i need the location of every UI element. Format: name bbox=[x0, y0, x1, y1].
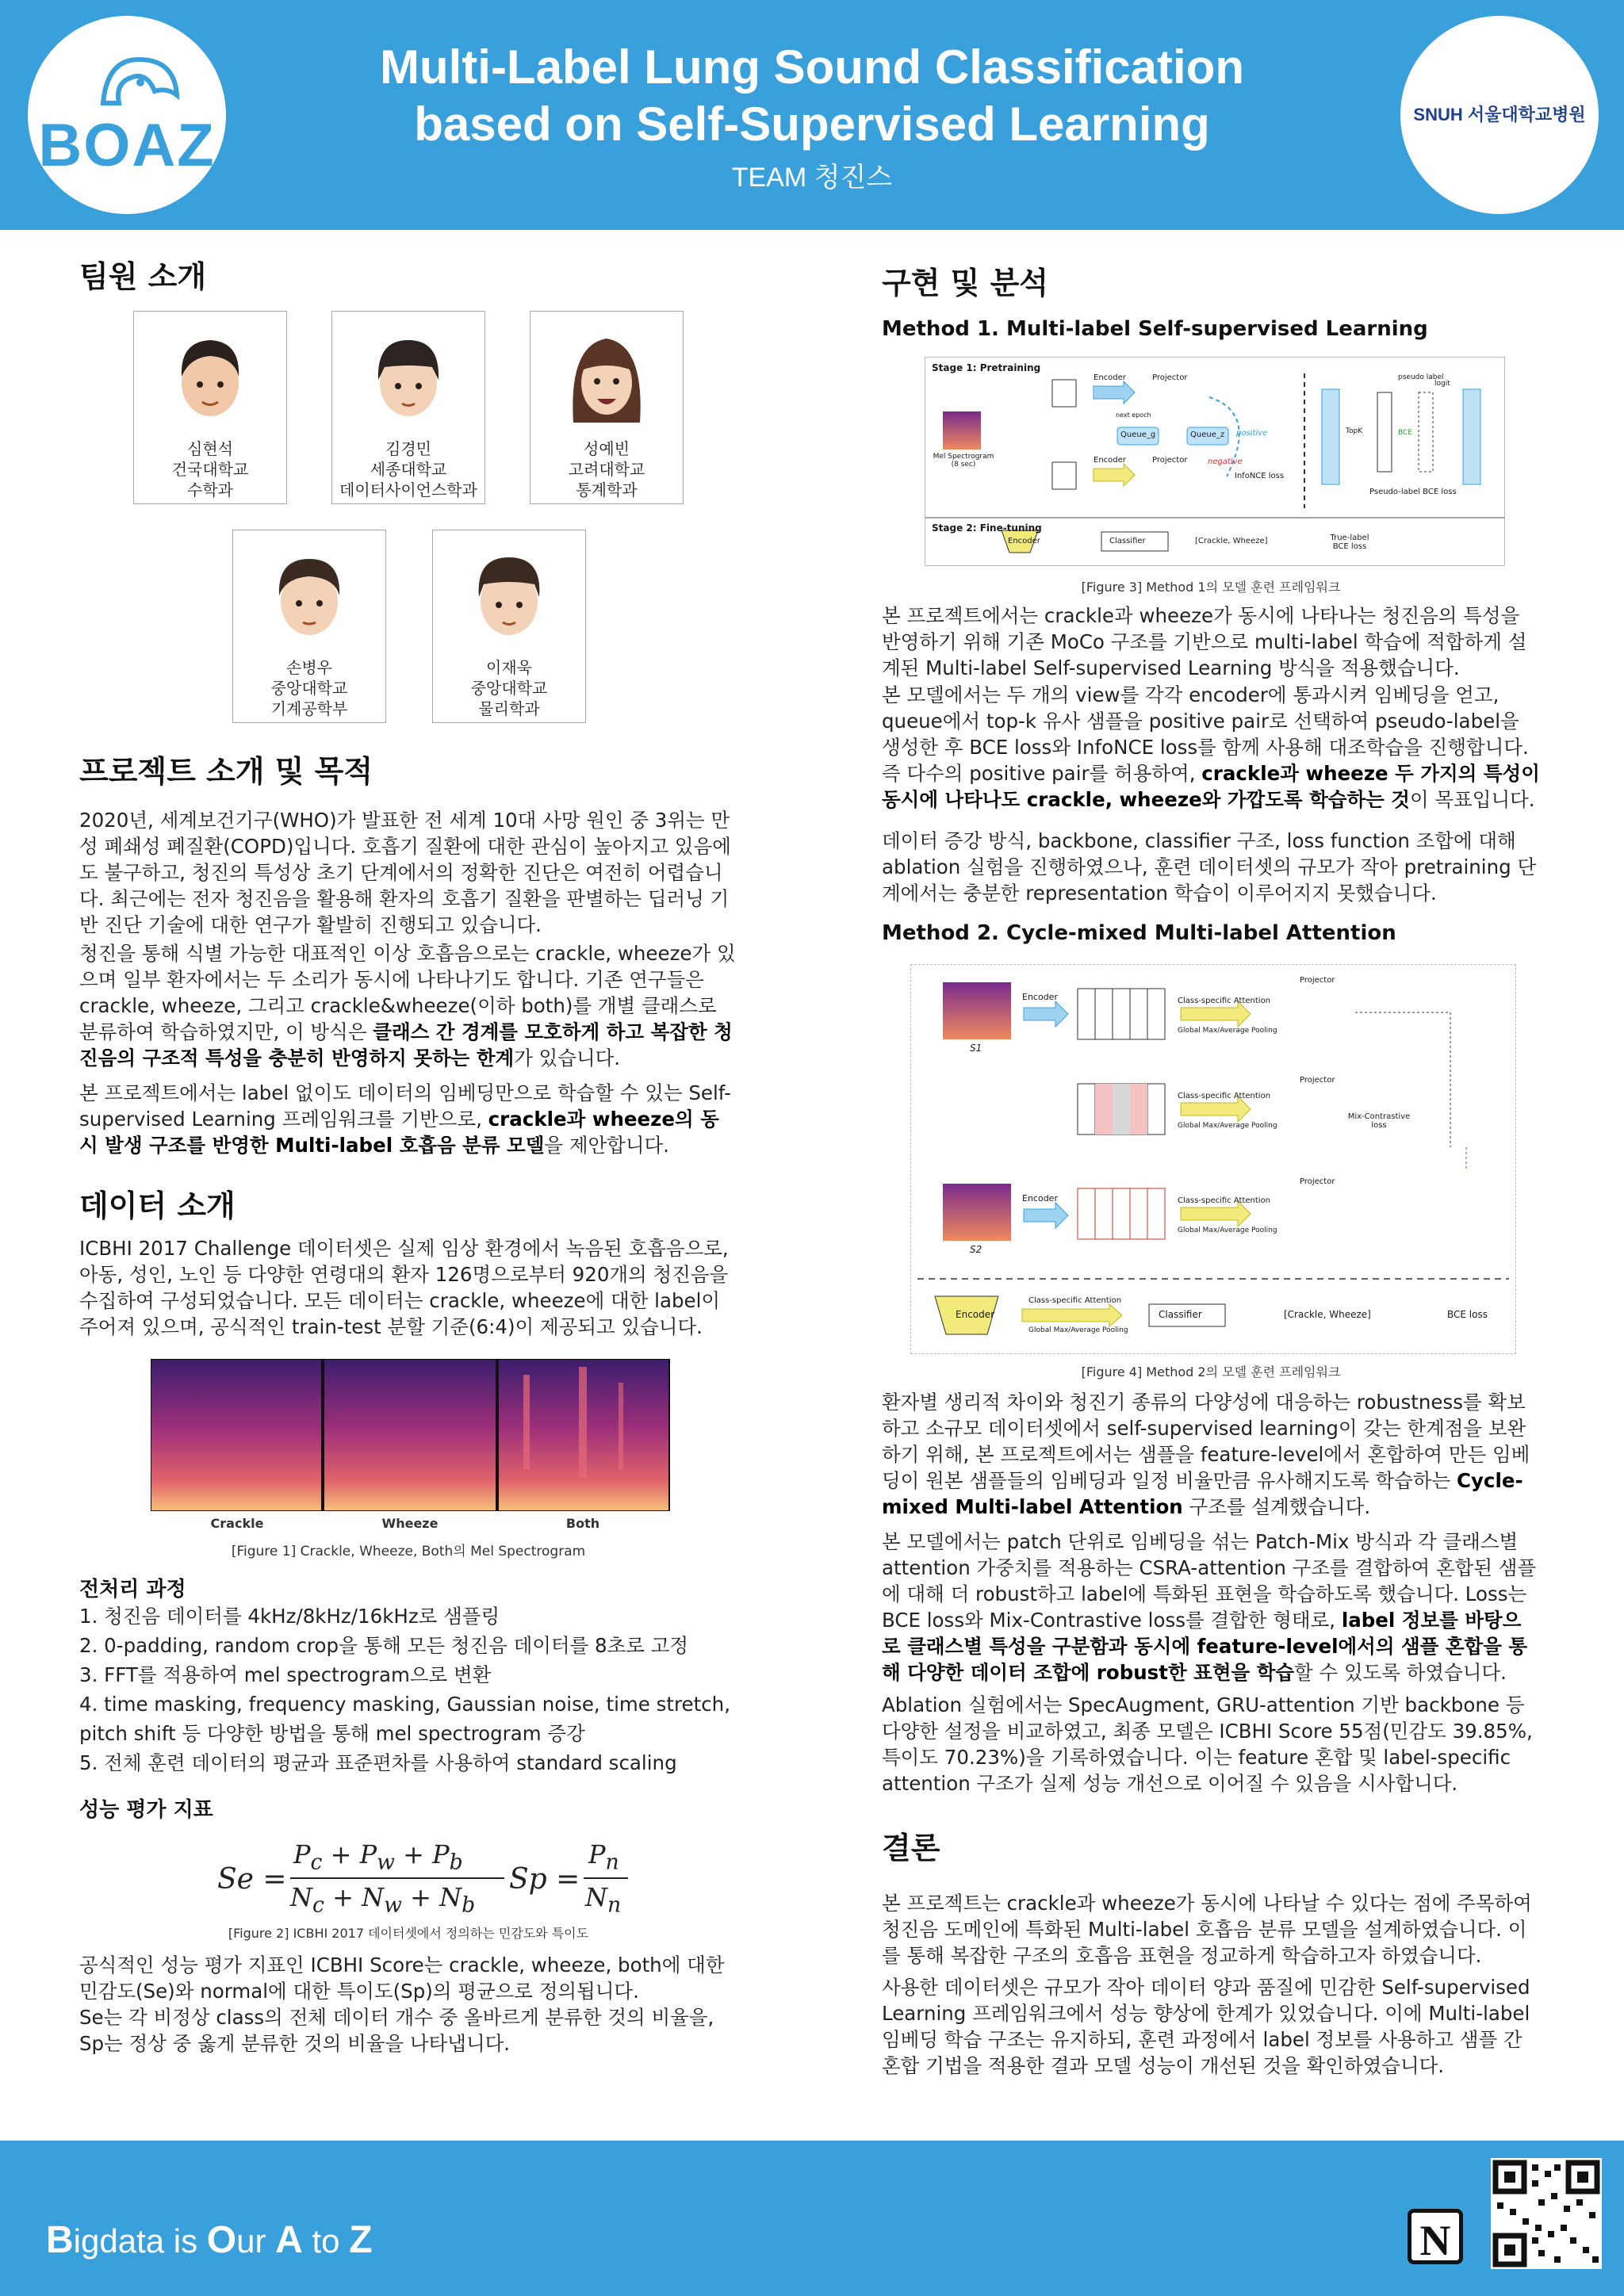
conclusion-heading: 결론 bbox=[882, 1831, 940, 1866]
project-paragraph-2 bbox=[79, 940, 737, 1071]
text-span: 환자별 생리적 차이와 청진기 종류의 다양성에 대응하는 robustness를 확보하고 소규모 데이터셋에서 self-supervised learning이 갖는 한계점을 보완하기 위해, 본 프로젝트에서는 샘플을 feature-level에서 혼합하여 만든 임베딩이 원본 샘플들의 임베딩과 일정 비율만큼 유사해지도록 학습하는 bbox=[882, 1391, 1530, 1492]
data-heading: 데이터 소개 bbox=[79, 1188, 236, 1223]
team-name: TEAM 청진스 bbox=[731, 163, 893, 193]
preprocess-heading: 전처리 과정 bbox=[79, 1578, 186, 1601]
member-school: 고려대학교 bbox=[568, 460, 645, 479]
emphasis-span: Cycle-mixed Multi-label Attention bbox=[882, 1469, 1523, 1518]
topk-label: TopK bbox=[1346, 427, 1363, 435]
text-span: 할 수 있도록 하였습니다. bbox=[1294, 1661, 1507, 1684]
member-card bbox=[331, 311, 485, 504]
project-paragraph-1: 2020년, 세계보건기구(WHO)가 발표한 전 세계 10대 사망 원인 중 3위는 만성 폐쇄성 폐질환(COPD)입니다. 호흡기 질환에 대한 관심이 높아지고 있음에도 불구하고, 청진의 특성상 초기 단계에서의 정확한 진단은 여전히 어렵습니다. 최근에는 전자 청진음을 활용해 환자의 호흡기 질환을 판별하는 딥러닝 기반 진단 기술에 대한 연구가 활발히 진행되고 있습니다. bbox=[79, 809, 731, 936]
member-school: 중앙대학교 bbox=[470, 679, 548, 698]
member-name: 김경민 bbox=[385, 439, 431, 458]
next-epoch-label: next epoch bbox=[1116, 411, 1151, 419]
slogan-part: O bbox=[206, 2219, 237, 2261]
member-major: 수학과 bbox=[187, 480, 233, 499]
text-span: 을 제안합니다. bbox=[544, 1134, 669, 1157]
list-item: pitch shift 등 다양한 방법을 통해 mel spectrogram 증강 bbox=[79, 1722, 585, 1745]
member-avatar bbox=[569, 329, 645, 424]
projector-label-3: Projector bbox=[1300, 1177, 1335, 1186]
ft-output-label: [Crackle, Wheeze] bbox=[1195, 537, 1268, 545]
slogan-part: B bbox=[46, 2219, 74, 2261]
figure1-caption: [Figure 1] Crackle, Wheeze, Both의 Mel Spectrogram bbox=[231, 1544, 586, 1559]
figure4-canvas bbox=[911, 965, 1515, 1353]
text-span: 본 모델에서는 patch 단위로 임베딩을 섞는 Patch-Mix 방식과 각 클래스별 attention 가중치를 적용하는 CSRA-attention 구조를 결합하여 혼합된 샘플에 대해 더 robust하고 label에 특화된 표현을 학습하도록 했습니다. Loss는 BCE loss와 Mix-Contrastive loss를 결합한 형태로, bbox=[882, 1530, 1537, 1632]
member-info bbox=[433, 657, 585, 719]
member-card bbox=[133, 311, 287, 504]
data-paragraph: ICBHI 2017 Challenge 데이터셋은 실제 임상 환경에서 녹음된 호흡음으로, 아동, 성인, 노인 등 다양한 연령대의 환자 126명으로부터 920개의 청진음을 수집하여 구성되었습니다. 모든 데이터는 crackle, wheeze에 대한 label이 주어져 있으며, 공식적인 train-test 분할 기준(6:4)이 제공되고 있습니다. bbox=[79, 1237, 729, 1338]
list-item: 5. 전체 훈련 데이터의 평균과 표준편차를 사용하여 standard scaling bbox=[79, 1751, 677, 1774]
bce-loss-label: BCE loss bbox=[1447, 1309, 1488, 1320]
gmp-label-3: Global Max/Average Pooling bbox=[1178, 1226, 1277, 1234]
conclusion-paragraph-1: 본 프로젝트는 crackle과 wheeze가 동시에 나타날 수 있다는 점에 주목하여 청진음 도메인에 특화된 Multi-label 호흡음 분류 모델을 설계하였습니다. 이를 통해 복잡한 구조의 호흡음 표현을 정교하게 학습하고자 하였습니다. bbox=[882, 1892, 1532, 1967]
method2-paragraph-1 bbox=[882, 1389, 1540, 1520]
member-major: 물리학과 bbox=[478, 699, 540, 718]
method2-paragraph-3: Ablation 실험에서는 SpecAugment, GRU-attention 기반 backbone 등 다양한 설정을 비교하였고, 최종 모델은 ICBHI Score 55점(민감도 39.85%, 특이도 70.23%)을 기록하였습니다. 이는 feature 혼합 및 label-specific attention 구조가 실제 성능 개선으로 이어질 수 있음을 시사합니다. bbox=[882, 1693, 1533, 1795]
spec-label-both: Both bbox=[565, 1516, 600, 1531]
paragraph-line: 공식적인 성능 평가 지표인 ICBHI Score는 crackle, wheeze, both에 대한 bbox=[79, 1954, 725, 1976]
member-avatar bbox=[271, 548, 347, 643]
mix-contrastive-label: Mix-Contrastive loss bbox=[1347, 1112, 1411, 1130]
method1-heading: Method 1. Multi-label Self-supervised Learning bbox=[882, 317, 1428, 341]
member-major: 기계공학부 bbox=[270, 699, 348, 718]
csa-label-2: Class-specific Attention bbox=[1178, 1092, 1271, 1100]
snuh-logo-text: SNUH 서울대학교병원 bbox=[1413, 105, 1586, 124]
member-major: 통계학과 bbox=[576, 480, 638, 499]
emphasis-span: 클래스 간 경계를 모호하게 하고 복잡한 청진음의 구조적 특성을 충분히 반영하지 못하는 한계 bbox=[79, 1020, 733, 1070]
notion-icon[interactable]: N bbox=[1408, 2209, 1463, 2264]
emphasis-span: crackle과 wheeze 두 가지의 특성이 동시에 나타나도 crackle, wheeze와 가깝도록 학습하는 것 bbox=[882, 762, 1540, 811]
conclusion-paragraph-2: 사용한 데이터셋은 규모가 작아 데이터 양과 품질에 민감한 Self-supervised Learning 프레임워크에서 성능 향상에 한계가 있었습니다. 이에 Multi-label 임베딩 학습 구조는 유지하되, 훈련 과정에서 label 정보를 사용하고 샘플 간 혼합 기법을 적용한 결과 모델 성능이 개선된 것을 확인하였습니다. bbox=[882, 1976, 1530, 2077]
projector-label-1: Projector bbox=[1300, 976, 1335, 985]
infonce-label: InfoNCE loss bbox=[1234, 472, 1285, 480]
method2-paragraph-2 bbox=[882, 1529, 1540, 1686]
member-name: 손병우 bbox=[286, 658, 332, 677]
figure3-caption: [Figure 3] Method 1의 모델 훈련 프레임워크 bbox=[1081, 580, 1341, 595]
csa-label-3: Class-specific Attention bbox=[1178, 1196, 1271, 1205]
boaz-logo bbox=[28, 16, 226, 214]
slogan-part: igdata is bbox=[73, 2222, 207, 2260]
member-name: 이재욱 bbox=[486, 658, 532, 677]
list-item: 3. FFT를 적용하여 mel spectrogram으로 변환 bbox=[79, 1663, 492, 1686]
member-card bbox=[530, 311, 684, 504]
snuh-logo bbox=[1400, 16, 1599, 214]
pseudo-label-label: pseudo label bbox=[1398, 373, 1444, 381]
member-school: 건국대학교 bbox=[171, 460, 249, 479]
mel-text: Mel Spectrogram bbox=[933, 453, 994, 461]
ft-encoder-label: Encoder bbox=[1008, 537, 1040, 545]
slogan-part: to bbox=[302, 2222, 350, 2260]
gmp-label-4: Global Max/Average Pooling bbox=[1028, 1326, 1128, 1334]
slogan bbox=[46, 2218, 373, 2262]
s2-label: S2 bbox=[970, 1244, 982, 1255]
member-avatar bbox=[471, 548, 547, 643]
member-name: 심현석 bbox=[187, 439, 233, 458]
member-info bbox=[134, 438, 286, 500]
metric-paragraph bbox=[79, 1952, 761, 2057]
poster-title-line2: based on Self-Supervised Learning bbox=[414, 98, 1210, 151]
figure3-diagram bbox=[925, 357, 1505, 566]
preprocess-list bbox=[79, 1601, 761, 1777]
slogan-part: A bbox=[275, 2219, 303, 2261]
s1-label: S1 bbox=[970, 1043, 982, 1054]
negative-label: negative bbox=[1208, 457, 1243, 466]
logit-label: logit bbox=[1434, 380, 1450, 388]
encoder-label-bottom: Encoder bbox=[1094, 456, 1126, 465]
csa-label-4: Class-specific Attention bbox=[1028, 1296, 1122, 1305]
method1-paragraph-2 bbox=[882, 682, 1540, 813]
output-label: [Crackle, Wheeze] bbox=[1284, 1309, 1371, 1320]
spectrogram-wheeze bbox=[324, 1359, 496, 1511]
emphasis-span: crackle과 wheeze의 동시 발생 구조를 반영한 Multi-label 호흡음 분류 모델 bbox=[79, 1108, 719, 1157]
spec-label-wheeze: Wheeze bbox=[381, 1516, 439, 1531]
slogan-part: Z bbox=[349, 2219, 373, 2261]
figure4-diagram bbox=[910, 964, 1516, 1354]
csa-label-1: Class-specific Attention bbox=[1178, 997, 1271, 1005]
text-span: 본 모델에서는 두 개의 view를 각각 encoder에 통과시켜 임베딩을 얻고, queue에서 top-k 유사 샘플을 positive pair로 선택하여 pseudo-label을 생성한 후 BCE loss와 InfoNCE loss를 함께 사용해 대조학습을 진행합니다. 즉 다수의 positive pair를 허용하여, bbox=[882, 683, 1529, 785]
queue-z-label: Queue_z bbox=[1190, 430, 1225, 439]
text-span: 청진을 통해 식별 가능한 대표적인 이상 호흡음으로는 crackle, wheeze가 있으며 일부 환자에서는 두 소리가 동시에 나타나기도 합니다. 기존 연구들은 crackle, wheeze, 그리고 crackle&wheeze(이하 both)를 개별 클래스로 분류하여 학습하였지만, 이 방식은 bbox=[79, 942, 736, 1043]
projector-label-2: Projector bbox=[1300, 1076, 1335, 1085]
method1-paragraph-1: 본 프로젝트에서는 crackle과 wheeze가 동시에 나타나는 청진음의 특성을 반영하기 위해 기존 MoCo 구조를 기반으로 multi-label 학습에 적합하게 설계된 Multi-label Self-supervised Learning 방식을 적용했습니다. bbox=[882, 604, 1527, 679]
member-card bbox=[432, 530, 586, 723]
paragraph-line: Sp는 정상 중 옳게 분류한 것의 비율을 나타냅니다. bbox=[79, 2032, 511, 2055]
figure4-caption: [Figure 4] Method 2의 모델 훈련 프레임워크 bbox=[1081, 1364, 1341, 1380]
impl-heading: 구현 및 분석 bbox=[882, 266, 1048, 300]
encoder-top-label: Encoder bbox=[1022, 992, 1058, 1002]
member-avatar bbox=[370, 329, 446, 424]
member-card bbox=[232, 530, 386, 723]
project-paragraph-3 bbox=[79, 1080, 737, 1158]
spec-label-crackle: Crackle bbox=[210, 1516, 264, 1531]
member-school: 세종대학교 bbox=[370, 460, 447, 479]
queue-g-label: Queue_g bbox=[1120, 430, 1156, 439]
mel-sub-text: (8 sec) bbox=[951, 461, 976, 469]
qr-code[interactable] bbox=[1491, 2158, 1602, 2269]
stage1-label: Stage 1: Pretraining bbox=[932, 362, 1041, 373]
ft-encoder-label: Encoder bbox=[956, 1309, 995, 1320]
classifier-label: Classifier bbox=[1159, 1309, 1202, 1320]
boaz-logo-text: BOAZ bbox=[38, 112, 216, 179]
projector-label-bottom: Projector bbox=[1152, 456, 1188, 465]
positive-label: positive bbox=[1236, 429, 1268, 438]
list-item: 1. 청진음 데이터를 4kHz/8kHz/16kHz로 샘플링 bbox=[79, 1605, 500, 1628]
stage2-label: Stage 2: Fine-tuning bbox=[932, 522, 1042, 534]
member-info bbox=[530, 438, 683, 500]
emphasis-span: label 정보를 바탕으로 클래스별 특성을 구분함과 동시에 feature-level에서의 샘플 혼합을 통해 다양한 데이터 조합에 robust한 표현을 학습 bbox=[882, 1609, 1528, 1684]
text-span: 구조를 설계했습니다. bbox=[1182, 1495, 1371, 1518]
text-span: 이 목표입니다. bbox=[1409, 788, 1535, 811]
poster-title-line1: Multi-Label Lung Sound Classification bbox=[380, 40, 1244, 94]
member-name: 성예빈 bbox=[584, 439, 630, 458]
method1-paragraph-3: 데이터 증강 방식, backbone, classifier 구조, loss function 조합에 대해 ablation 실험을 진행하였으나, 훈련 데이터셋의 규모가 작아 pretraining 단계에서는 충분한 representation 학습이 이루어지지 못했습니다. bbox=[882, 829, 1537, 905]
list-item: 2. 0-padding, random crop을 통해 모든 청진음 데이터를 8초로 고정 bbox=[79, 1634, 689, 1657]
member-school: 중앙대학교 bbox=[270, 679, 348, 698]
gmp-label-1: Global Max/Average Pooling bbox=[1178, 1027, 1277, 1035]
paragraph-line: Se는 각 비정상 class의 전체 데이터 개수 중 올바르게 분류한 것의 비율을, bbox=[79, 2006, 714, 2029]
projector-label-top: Projector bbox=[1152, 373, 1188, 382]
bce-label: BCE bbox=[1398, 429, 1412, 437]
gmp-label-2: Global Max/Average Pooling bbox=[1178, 1122, 1277, 1130]
encoder-bottom-label: Encoder bbox=[1022, 1193, 1058, 1203]
text-span: 가 있습니다. bbox=[514, 1047, 621, 1070]
figure2-caption: [Figure 2] ICBHI 2017 데이터셋에서 정의하는 민감도와 특이도 bbox=[228, 1926, 589, 1941]
list-item: 4. time masking, frequency masking, Gaussian noise, time stretch, bbox=[79, 1693, 731, 1716]
slogan-part: ur bbox=[236, 2222, 276, 2260]
qr-code-icon bbox=[1491, 2158, 1602, 2269]
text-span: 본 프로젝트에서는 label 없이도 데이터의 임베딩만으로 학습할 수 있는 Self-supervised Learning 프레임워크를 기반으로, bbox=[79, 1081, 731, 1131]
spectrogram-crackle bbox=[151, 1359, 322, 1511]
member-info bbox=[332, 438, 485, 500]
metric-heading: 성능 평가 지표 bbox=[79, 1798, 213, 1822]
ft-classifier-label: Classifier bbox=[1109, 537, 1146, 545]
true-label-bce: True-label BCE loss bbox=[1330, 534, 1369, 551]
encoder-label-top: Encoder bbox=[1094, 373, 1126, 382]
project-heading: 프로젝트 소개 및 목적 bbox=[79, 754, 373, 789]
member-info bbox=[233, 657, 385, 719]
team-heading: 팀원 소개 bbox=[79, 259, 207, 294]
method2-heading: Method 2. Cycle-mixed Multi-label Attention bbox=[882, 921, 1396, 945]
mel-label bbox=[930, 453, 997, 469]
paragraph-line: 민감도(Se)와 normal에 대한 특이도(Sp)의 평균으로 정의됩니다. bbox=[79, 1980, 639, 2003]
member-avatar bbox=[172, 329, 248, 424]
member-major: 데이터사이언스학과 bbox=[339, 480, 477, 499]
spectrogram-figure bbox=[151, 1359, 671, 1511]
pseudo-bce-label: Pseudo-label BCE loss bbox=[1369, 488, 1457, 496]
